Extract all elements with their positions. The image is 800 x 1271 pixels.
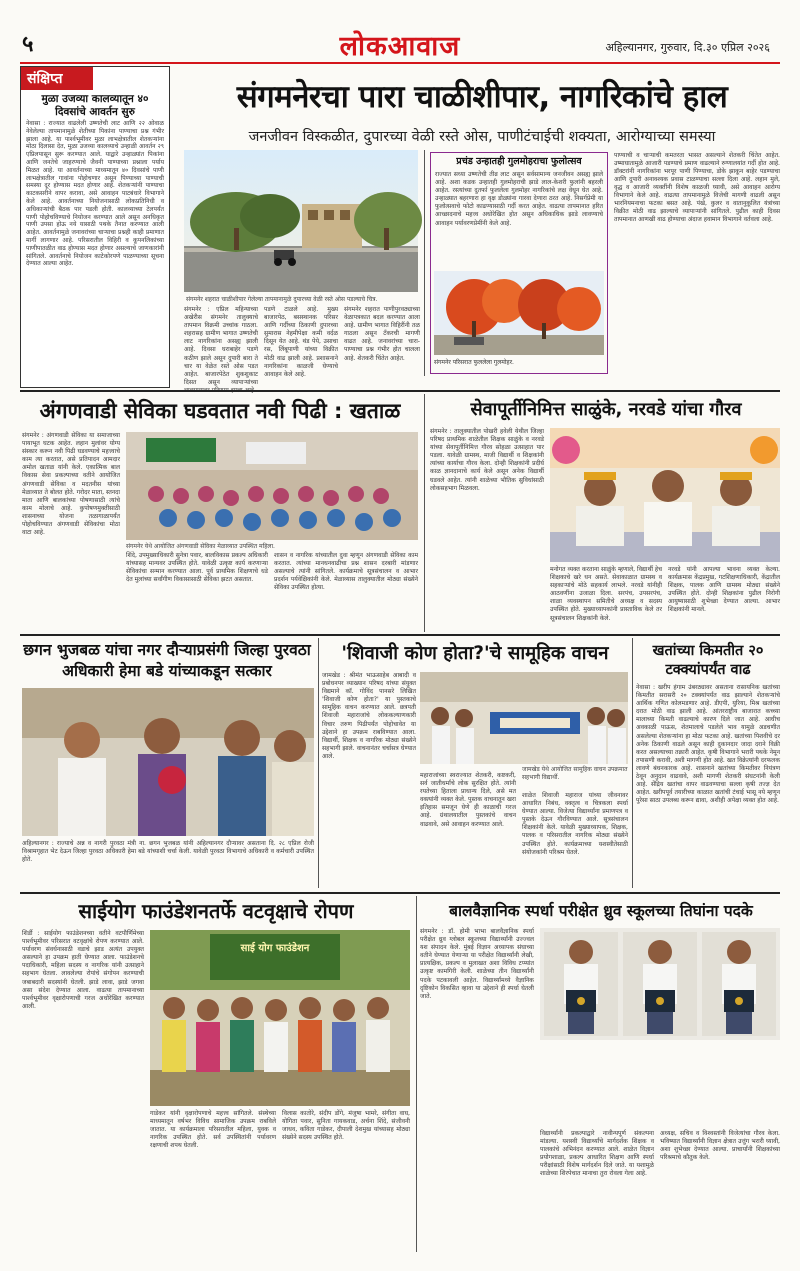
sevapurti-col1: संगमनेर : तालुक्यातील पोखरी हवेली येथील जिल्हा परिषद प्राथमिक शाळेतील शिक्षक साळुंके व नरवडे यांच्या सेवापूर्तीनिमित्त गौरव सोहळा उत्साहात पार पडला. यावेळी ग्रामस्थ, माजी विद्यार्थी व शिक्षकांनी त्यांच्या कार्याचा गौरव केला. दोन्ही शिक्षकांनी प्रदीर्घ काळ ज्ञानदानाचे कार्य केले असून अनेक विद्यार्थी घडवले आहेत. त्यांनी शाळेच्या भौतिक सुविधांसाठी लोकसहभाग मिळवला. (430, 428, 544, 492)
header-rule (20, 62, 780, 64)
anganwadi-col1: संगमनेर : अंगणवाडी सेविका या समाजाच्या पायाभूत घटक आहेत. लहान मुलांवर योग्य संस्कार करून नवी पिढी घडवण्याचे महत्त्वाचे काम त्या करतात, असे प्रतिपादन आमदार अमोल खताळ यांनी केले. एकात्मिक बाल विकास सेवा प्रकल्पाच्या वतीने आयोजित अंगणवाडी सेविका व मदतनीस यांच्या मेळाव्यात ते बोलत होते. गरोदर माता, स्तनदा माता आणि बालकांच्या पोषणासाठी त्यांचे काम मोलाचे आहे. कुपोषणमुक्तीसाठी शासनाच्या योजना तळागाळापर्यंत पोहोचविण्यात अंगणवाडी सेविकांचा मोठा वाटा आहे. (22, 432, 120, 537)
balvaidnyanik-headline[interactable]: बालवैज्ञानिक स्पर्धा परीक्षेत ध्रुव स्कूलच्या तिघांना पदके (449, 902, 753, 920)
section-divider-1 (20, 390, 780, 392)
dateline: अहिल्यानगर, गुरुवार, दि.३० एप्रिल २०२६ (605, 41, 770, 54)
sankshipt-label: संक्षिप्त (21, 67, 93, 90)
lead-right-column: पाण्याची व चाऱ्याची कमतरता भासत असल्याने शेतकरी चिंतेत आहेत. उष्माघातामुळे आजारी पडण्याचे प्रमाण वाढल्याने रुग्णालयांत गर्दी होत आहे. डॉक्टरांनी नागरिकांना भरपूर पाणी पिण्याचा, डोके झाकून बाहेर पडण्याचा आणि दुपारी अनावश्यक प्रवास टाळण्याचा सल्ला दिला आहे. लहान मुले, वृद्ध व आजारी व्यक्तींनी विशेष काळजी घ्यावी, असे आवाहन आरोग्य विभागाने केले आहे. वाढत्या तापमानामुळे विजेची मागणी वाढली असून भारनियमनाचा फटका बसत आहे. पंखे, कुलर व वातानुकूलित यंत्रांच्या विक्रीत मोठी वाढ झाल्याचे व्यापाऱ्यांनी सांगितले. पुढील काही दिवस तापमानात आणखी वाढ होण्याचा अंदाज हवामान विभागाने वर्तवला आहे. (614, 152, 780, 223)
saiyog-col4: विलास कातोरे, संदीप डोंगे, मंजुषा भामरे, संगीता वाघ, योगिता पवार, सुनिता गायकवाड, अर्चना शिंदे, संजीवनी जाधव, कविता गाडेकर, दीपाली देशमुख यांच्यासह मोठ्या संख्येने सदस्य उपस्थित होते. (282, 1110, 410, 1142)
anganwadi-headline[interactable]: अंगणवाडी सेविका घडवतात नवी पिढी : खताळ (39, 399, 401, 423)
masthead-title: लोकआवाज (339, 31, 461, 62)
saiyog-col1: शिर्डी : साईयोग फाउंडेशनच्या वतीने वटपौर्णिमेच्या पार्श्वभूमीवर परिसरात वटवृक्षांचे रोपण करण्यात आले. पर्यावरण संवर्धनासाठी वडाचे झाड अत्यंत उपयुक्त असल्याने हा उपक्रम हाती घेण्यात आला. फाउंडेशनचे पदाधिकारी, महिला सदस्य व नागरिक यांनी उत्साहाने सहभाग घेतला. लावलेल्या रोपांचे संगोपन करण्याची जबाबदारी सदस्यांनी घेतली. झाडे लावा, झाडे जगवा असा संदेश देण्यात आला. वाढत्या तापमानाच्या पार्श्वभूमीवर वृक्षारोपणाची गरज अधोरेखित करण्यात आली. (22, 930, 144, 1010)
lead-subhead: जनजीवन विस्कळीत, दुपारच्या वेळी रस्ते ओस, पाणीटंचाईची शक्यता, आरोग्याच्या समस्या (248, 129, 716, 145)
saiyog-photo (150, 930, 410, 1106)
anganwadi-col4: शासन व नागरिक यांच्यातील दुवा म्हणून अंगणवाडी सेविका काम करतात. त्यांच्या मानधनवाढीचा प्रश्न शासन दरबारी मांडणार असल्याचे त्यांनी सांगितले. कार्यक्रमाचे सूत्रसंचालन व आभार प्रदर्शन पर्यवेक्षिकांनी केले. मेळाव्यास तालुक्यातील मोठ्या संख्येने सेविका उपस्थित होत्या. (274, 552, 418, 592)
sankshipt-headline[interactable]: मुळा उजव्या कालव्यातून ४० दिवसांचे आवर्तन सुरु (41, 93, 149, 118)
gulmohar-box (430, 152, 608, 374)
shivaji-col3: शाळेत शिवाजी महाराज यांच्या जीवनावर आधारित निबंध, वक्तृत्व व चित्रकला स्पर्धा घेण्यात आल्या. विजेत्या विद्यार्थ्यांना प्रमाणपत्र व पुस्तके देऊन गौरविण्यात आले. सूत्रसंचालन शिक्षकांनी केले. यावेळी मुख्याध्यापक, शिक्षक, पालक व परिसरातील नागरिक मोठ्या संख्येने उपस्थित होते. कार्यक्रमाच्या यशस्वीतेसाठी संयोजकांनी परिश्रम घेतले. (522, 792, 628, 856)
page-number: ५ (22, 31, 34, 57)
sevapurti-headline[interactable]: सेवापूर्तीनिमित्त साळुंके, नरवडे यांचा गौरव (470, 399, 742, 420)
shivaji-col1: जामखेड : श्रीमंत भाऊसाहेब आबादी व प्रबोधनपर व्याख्यान परिषद यांच्या संयुक्त विद्यमाने कॉ. गोविंद पानसरे लिखित 'शिवाजी कोण होता?' या पुस्तकाचे सामूहिक वाचन करण्यात आले. छत्रपती शिवाजी महाराजांचे लोककल्याणकारी विचार तरुण पिढीपर्यंत पोहोचावेत या उद्देशाने हा उपक्रम राबविण्यात आला. विद्यार्थी, शिक्षक व नागरिक मोठ्या संख्येने सहभागी झाले. वाचनानंतर चर्चासत्र घेण्यात आले. (322, 672, 416, 760)
shivaji-col2: महाराजांच्या स्वराज्यात शेतकरी, कष्टकरी, सर्व जातीधर्मांचे लोक सुरक्षित होते. त्यांनी रयतेच्या हिताला प्राधान्य दिले, असे मत वक्त्यांनी व्यक्त केले. पुस्तक वाचनातून खरा इतिहास समजून घेणे ही काळाची गरज आहे. ग्रंथालयातील पुस्तकांचे वाचन वाढवावे, असे आवाहन करण्यात आले. (420, 772, 516, 828)
shivaji-photo (420, 672, 628, 764)
lead-col1: संगमनेर : एप्रिल महिन्याच्या अखेरीस संगमनेर तालुक्याचे तापमान विक्रमी उच्चांक गाठला. शहरासह ग्रामीण भागात उष्णतेची लाट नागरिकांना असह्य झाली आहे. दिवसा घराबाहेर पडणे कठीण झाले असून दुपारी बारा ते चार या वेळेत रस्ते ओस पडत आहेत. बाजारपेठेत शुकशुकाट दिसत असून व्यापाऱ्यांच्या (184, 306, 258, 386)
saiyog-col3: गाडेकर यांनी वृक्षारोपणाचे महत्त्व सांगितले. संस्थेच्या माध्यमातून वर्षभर विविध सामाजिक उपक्रम राबविले जातात. या कार्यक्रमाला परिसरातील महिला, युवक व नागरिक उपस्थित होते. सर्व उपस्थितांनी पर्यावरण रक्षणाची शपथ घेतली. (150, 1110, 276, 1150)
gulmohar-photo (434, 271, 604, 355)
section-divider-3 (20, 892, 780, 894)
lead-headline[interactable]: संगमनेरचा पारा चाळीशीपार, नागरिकांचे हाल (236, 79, 728, 115)
lead-col2: पडणे टाळले आहे. मुख्य बाजारपेठ, बसस्थानक परिसर आणि गर्दीच्या ठिकाणी दुपारच्या सुमारास नेहमीपेक्षा कमी वर्दळ दिसून येत आहे. थंड पेये, उसाचा रस, लिंबूपाणी यांच्या विक्रीत मोठी वाढ झाली आहे. प्रशासनाने नागरिकांना काळजी घेण्याचे आवाहन केले आहे. (264, 306, 338, 378)
balvaidnyanik-col1: संगमनेर : डॉ. होमी भाभा बालवैज्ञानिक स्पर्धा परीक्षेत ध्रुव ग्लोबल स्कूलच्या विद्यार्थ्यांनी उज्ज्वल यश संपादन केले. मुंबई विज्ञान अध्यापक संघाच्या वतीने घेण्यात येणाऱ्या या परीक्षेत विद्यार्थ्यांनी लेखी, प्रात्यक्षिक, प्रकल्प व मुलाखत अशा विविध टप्प्यांत उत्कृष्ट कामगिरी केली. शाळेच्या तीन विद्यार्थ्यांनी पदके पटकावली आहेत. विद्यार्थ्यांमध्ये वैज्ञानिक दृष्टिकोन विकसित व्हावा या उद्देशाने ही स्पर्धा घेतली जाते. (420, 928, 534, 1000)
bhujbal-photo (22, 688, 314, 836)
gulmohar-headline[interactable]: प्रचंड उन्हातही गुलमोहराचा फुलोत्सव (456, 156, 582, 167)
gulmohar-caption: संगमनेर परिसरात फुललेला गुलमोहर. (434, 359, 514, 366)
sevapurti-photo (550, 428, 780, 562)
anganwadi-col3: शिंदे, उपमुख्याधिकारी सुनेत्रा पवार, बालविकास प्रकल्प अधिकारी यांच्यासह मान्यवर उपस्थित होते. यावेळी उत्कृष्ट कार्य करणाऱ्या सेविकांचा सन्मान करण्यात आला. पूर्व प्राथमिक शिक्षणाचे धडे देत मुलांच्या सर्वांगीण विकासासाठी सेविका झटत असतात. (126, 552, 268, 584)
bhujbal-caption: अहिल्यानगर : राज्याचे अन्न व नागरी पुरवठा मंत्री ना. छगन भुजबळ यांनी अहिल्यानगर दौऱ्यावर असताना दि. २८ एप्रिल रोजी विश्रामगृहात भेट देऊन जिल्हा पुरवठा अधिकारी हेमा बडे यांच्याशी चर्चा केली. यावेळी पुरवठा विभागाचे अधिकारी व कर्मचारी उपस्थित होते. (22, 840, 314, 864)
gulmohar-body: राज्यात सध्या उष्णतेची तीव्र लाट असून सर्वसामान्य जनजीवन असह्य झाले आहे. अशा कडक उन्हातही गुलमोहराची झाडे लाल-केशरी फुलांनी बहरली आहेत. रस्त्यांच्या दुतर्फा फुललेला गुलमोहर नागरिकांचे लक्ष वेधून घेत आहे. उन्हाळ्यात बहरणारा हा वृक्ष डोळ्यांना गारवा देणारा ठरत आहे. निसर्गप्रेमी या फुलोत्सवाचे फोटो काढण्यासाठी गर्दी करत आहेत. वाढत्या तापमानात हरित आच्छादनाचे महत्त्व अधोरेखित होत असून अधिकाधिक झाडे लावण्याचे आवाहन पर्यावरणप्रेमींनी केले आहे. (435, 171, 603, 227)
shivaji-headline[interactable]: 'शिवाजी कोण होता?'चे सामूहिक वाचन (341, 643, 609, 664)
vertical-divider-2 (318, 638, 319, 888)
sankshipt-body: नेवासा : राज्यात वाढलेली उष्णतेची लाट आणि २२ ओवाळ नेवेलेल्या तापमानामुळे शेतीच्या पिकांना पाण्याचा प्रश्न गंभीर झाला आहे. या पार्श्वभूमीवर मुळा लाभक्षेत्रातील शेतकऱ्यांना मोठा दिलासा देत, मुळा उजव्या कालव्याचे उन्हाळी आवर्तन २९ एप्रिलपासून सुरू करण्यात आले. याद्वारे उन्हाळ्यांत पिकांना आणि जनतेचे जाहरण्याचे जैवनी पाण्याच्या प्रश्नाला पर्याय मिळत आहे. या आवर्तनाच्या माध्यमातून ४० दिवसांचे पाणी लाभक्षेत्रातील गावांना पोहोचणार असून पिण्याच्या पाण्याची समस्या दूर होण्यास मदत होणार आहे. शेतकऱ्यांनी पाण्याचा काटकसरीने वापर करावा, असे आवाहन पाटबंधारे विभागाने केले आहे. आवर्तनाच्या नियोजनासाठी लोकप्रतिनिधी व अधिकाऱ्यांची बैठक पार पडली होती. कालव्याच्या टेलपर्यंत पाणी पोहोचविण्याचे नियोजन करण्यात आले असून अनधिकृत पाणी उपसा होऊ नये यासाठी पथके तैनात करण्यात आली आहेत. आवर्तनामुळे जनावरांच्या चाऱ्याचा प्रश्नही काही प्रमाणात मार्गी लागणार आहे. परिसरातील विहिरी व कूपनलिकांच्या पाणीपातळीत वाढ होण्यास मदत होणार असल्याचे जाणकारांनी सांगितले. आवर्तनाचे नियोजन काटेकोरपणे पाळण्याच्या सूचना देण्यात आल्या आहेत. (26, 120, 164, 268)
balvaidnyanik-photo (540, 928, 780, 1040)
shivaji-caption: जामखेड येथे आयोजित सामूहिक वाचन उपक्रमात सहभागी विद्यार्थी. (522, 766, 628, 781)
anganwadi-caption: संगमनेर येथे आयोजित अंगणवाडी सेविका मेळाव्यात उपस्थित महिला. (126, 543, 275, 550)
sevapurti-col3: नरवडे यांनी आपल्या भावना व्यक्त केल्या. कार्यक्रमास केंद्रप्रमुख, गटशिक्षणाधिकारी, केंद्रातील शिक्षक, पालक आणि ग्रामस्थ मोठ्या संख्येने उपस्थित होते. दोन्ही शिक्षकांना पुढील निरोगी आयुष्यासाठी शुभेच्छा देण्यात आल्या. आभार शिक्षकांनी मानले. (668, 566, 780, 614)
balvaidnyanik-col2: विद्यार्थ्यांनी प्रकल्पाद्वारे नावीन्यपूर्ण संकल्पना मांडल्या. यशस्वी विद्यार्थ्यांचे मार्गदर्शक शिक्षक व पालकांचे अभिनंदन करण्यात आले. शाळेत विज्ञान प्रयोगशाळा, प्रकल्प आधारित शिक्षण आणि स्पर्धा परीक्षांसाठी विशेष मार्गदर्शन दिले जाते. या यशामुळे शाळेच्या शिरपेचात मानाचा तुरा रोवला गेला आहे. (540, 1130, 654, 1178)
khat-body: नेवासा : खरीप हंगाम उंबरठ्यावर असताना रासायनिक खतांच्या किमतीत सरासरी २० टक्क्यांपर्यंत वाढ झाल्याने शेतकऱ्यांचे आर्थिक गणित कोलमडणार आहे. डीएपी, युरिया, मिश्र खतांच्या दरात मोठी वाढ झाली आहे. आंतरराष्ट्रीय बाजारात कच्च्या मालाच्या किमती वाढल्याचे कारण दिले जात आहे. आधीच अवकाळी पाऊस, शेतमालाचे पडलेले भाव यामुळे अडचणीत असलेल्या शेतकऱ्यांना हा मोठा फटका आहे. खतांच्या पिशवीचे दर अनेक ठिकाणी वाढले असून काही दुकानदार जादा दराने विक्री करत असल्याच्या तक्रारी आहेत. कृषी विभागाने भरारी पथके नेमून तपासणी करावी, अशी मागणी होत आहे. खत विक्रेत्यांनी दरफलक लावणे बंधनकारक आहे. शासनाने खतांच्या किमतीवर नियंत्रण ठेवून अनुदान वाढवावे, अशी मागणी शेतकरी संघटनांनी केली आहे. सेंद्रिय खतांचा वापर वाढवण्याचा सल्ला कृषी तज्ज्ञ देत आहेत. खरीपपूर्व तयारीच्या काळात खतांची टंचाई भासू नये म्हणून पुरेसा साठा उपलब्ध करून द्यावा, अशीही अपेक्षा व्यक्त होत आहे. (636, 684, 780, 805)
page-header (0, 0, 800, 62)
balvaidnyanik-col3: अध्यक्ष, सचिव व विश्वस्तांनी विजेत्यांचा गौरव केला. भविष्यात विद्यार्थ्यांनी विज्ञान क्षेत्रात उत्तुंग भरारी घ्यावी, अशा शुभेच्छा देण्यात आल्या. प्राचार्यांनी शिक्षकांच्या परिश्रमाचे कौतुक केले. (660, 1130, 780, 1162)
anganwadi-photo (126, 432, 418, 540)
lead-photo-divider (424, 150, 425, 376)
lead-photo (184, 150, 418, 292)
saiyog-banner: साई योग फाउंडेशन (240, 943, 310, 954)
lead-caption: संगमनेर शहरात चाळीशीपार गेलेल्या तापमानामुळे दुपारच्या वेळी रस्ते ओस पडल्याचे चित्र. (186, 296, 378, 303)
lead-col3: संगमनेर शहरात पाणीपुरवठ्याच्या वेळापत्रकात बदल करण्यात आला आहे. ग्रामीण भागात विहिरींनी तळ गाठला असून टँकरची मागणी वाढत आहे. जनावरांच्या चारा-पाण्याचा प्रश्न गंभीर होत चालला आहे. शेतकरी चिंतेत आहेत. (344, 306, 420, 362)
bhujbal-headline[interactable]: छगन भुजबळ यांचा नगर दौऱ्याप्रसंगी जिल्हा पुरवठा अधिकारी हेमा बडे यांच्याकडून सत्कार (23, 641, 311, 680)
sankshipt-box (20, 66, 170, 388)
khat-headline[interactable]: खतांच्या किमतीत २० टक्क्यांपर्यंत वाढ (652, 643, 764, 678)
saiyog-headline[interactable]: साईयोग फाउंडेशनतर्फे वटवृक्षाचे रोपण (78, 899, 354, 923)
sevapurti-col2: मनोगत व्यक्त करताना साळुंके म्हणाले, विद्यार्थी हेच शिक्षकाचे खरे धन असते. सेवाकाळात ग्रामस्थ व सहकाऱ्यांचे मोठे सहकार्य लाभले. नरवडे यांनीही आठवणींना उजाळा दिला. सरपंच, उपसरपंच, शाळा व्यवस्थापन समितीचे अध्यक्ष व सदस्य उपस्थित होते. मुख्याध्यापकांनी प्रास्ताविक केले तर सूत्रसंचालन शिक्षकांनी केले. (550, 566, 662, 622)
vertical-divider-4 (416, 896, 417, 1252)
section-divider-2 (20, 634, 780, 636)
vertical-divider-mid (424, 394, 425, 632)
vertical-divider-3 (632, 638, 633, 888)
